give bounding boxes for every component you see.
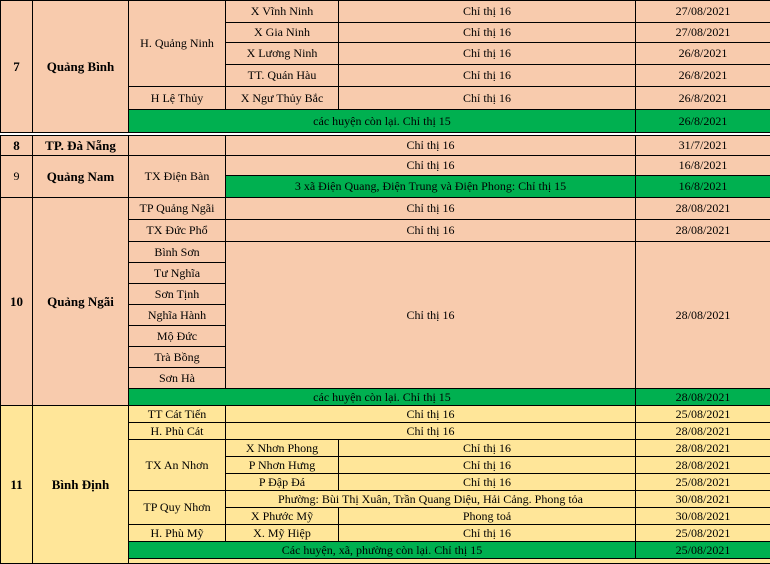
measure-cell: Chỉ thị 16 xyxy=(226,198,636,220)
date-cell: 25/08/2021 xyxy=(636,474,770,491)
measure-cell: Phường: Bùi Thị Xuân, Trần Quang Diệu, Hải Cảng. Phong tỏa xyxy=(226,491,636,508)
measure-cell: Chỉ thị 16 xyxy=(339,474,636,491)
stt-cell: 10 xyxy=(1,198,33,406)
unit-cell: X Gia Ninh xyxy=(226,23,339,43)
date-cell: 30/08/2021 xyxy=(636,508,770,525)
date-cell: 31/7/2021 xyxy=(636,136,770,156)
district-cell: TT Cát Tiến xyxy=(129,406,226,423)
date-cell: 25/08/2021 xyxy=(636,525,770,542)
date-cell: 25/08/2021 xyxy=(636,542,770,559)
measure-cell: Chỉ thị 16 xyxy=(226,156,636,176)
district-cell: H Lệ Thủy xyxy=(129,87,226,110)
district-cell: Trà Bồng xyxy=(129,347,226,368)
unit-cell: X Lương Ninh xyxy=(226,43,339,65)
unit-cell: P Nhơn Hưng xyxy=(226,457,339,474)
district-cell: Nghĩa Hành xyxy=(129,305,226,326)
date-cell: 16/8/2021 xyxy=(636,156,770,176)
district-cell: TX Điện Bàn xyxy=(129,156,226,198)
measure-cell: Chỉ thị 16 xyxy=(226,406,636,423)
measure-cell: Phong toả xyxy=(339,508,636,525)
province-cell: Quảng Nam xyxy=(33,156,129,198)
measure-cell: Chỉ thị 16 xyxy=(226,136,636,156)
table-row xyxy=(1,198,770,220)
unit-cell: X Phước Mỹ xyxy=(226,508,339,525)
date-cell: 28/08/2021 xyxy=(636,457,770,474)
unit-cell: TT. Quán Hàu xyxy=(226,65,339,87)
measure-cell: Chỉ thị 16 xyxy=(339,87,636,110)
date-cell: 28/08/2021 xyxy=(636,389,770,406)
district-cell: TP Quy Nhơn xyxy=(129,491,226,525)
date-cell: 25/08/2021 xyxy=(636,406,770,423)
measure-cell: Chỉ thị 16 xyxy=(226,242,636,389)
date-cell: 30/08/2021 xyxy=(636,491,770,508)
date-cell: 28/08/2021 xyxy=(636,242,770,389)
table-row xyxy=(1,136,770,156)
table-row xyxy=(1,1,770,23)
date-cell: 28/08/2021 xyxy=(636,440,770,457)
date-cell: 26/8/2021 xyxy=(636,110,770,133)
unit-cell: X. Mỹ Hiệp xyxy=(226,525,339,542)
unit-cell: P Đập Đá xyxy=(226,474,339,491)
district-cell xyxy=(129,136,226,156)
province-cell: Bình Định xyxy=(33,406,129,564)
measure-cell: Chỉ thị 16 xyxy=(339,457,636,474)
table-row xyxy=(1,406,770,423)
remaining-measure-cell: các huyện còn lại. Chỉ thị 15 xyxy=(129,389,636,406)
date-cell: 16/8/2021 xyxy=(636,176,770,198)
measure-cell: Chỉ thị 16 xyxy=(339,65,636,87)
district-cell: H. Phù Cát xyxy=(129,423,226,440)
date-cell: 26/8/2021 xyxy=(636,43,770,65)
province-cell: TP. Đà Nẵng xyxy=(33,136,129,156)
district-cell: TX Đức Phổ xyxy=(129,220,226,242)
district-cell: TP Quảng Ngãi xyxy=(129,198,226,220)
measure-cell: 3 xã Điện Quang, Điện Trung và Điện Phong: Chỉ thị 15 xyxy=(226,176,636,198)
date-cell: 27/08/2021 xyxy=(636,1,770,23)
unit-cell: X Vĩnh Ninh xyxy=(226,1,339,23)
measure-cell: Chỉ thị 16 xyxy=(339,440,636,457)
district-cell: Bình Sơn xyxy=(129,242,226,263)
district-cell: Sơn Tịnh xyxy=(129,284,226,305)
stt-cell: 7 xyxy=(1,1,33,133)
measure-cell: Chỉ thị 16 xyxy=(339,23,636,43)
measure-cell: Chỉ thị 16 xyxy=(339,1,636,23)
remaining-measure-cell: các huyện còn lại. Chỉ thị 15 xyxy=(129,110,636,133)
measure-cell: Chỉ thị 16 xyxy=(226,423,636,440)
province-cell: Quảng Bình xyxy=(33,1,129,133)
district-cell: Sơn Hà xyxy=(129,368,226,389)
date-cell: 26/8/2021 xyxy=(636,87,770,110)
district-cell: Tư Nghĩa xyxy=(129,263,226,284)
district-cell: TX An Nhơn xyxy=(129,440,226,491)
district-cell: H. Phù Mỹ xyxy=(129,525,226,542)
remaining-measure-cell: Các huyện, xã, phường còn lại. Chỉ thị 15 xyxy=(129,542,636,559)
stt-cell: 9 xyxy=(1,156,33,198)
unit-cell: X Ngư Thủy Bắc xyxy=(226,87,339,110)
stt-cell: 11 xyxy=(1,406,33,564)
date-cell: 27/08/2021 xyxy=(636,23,770,43)
measure-cell: Chỉ thị 16 xyxy=(339,43,636,65)
district-cell: H. Quảng Ninh xyxy=(129,1,226,87)
stt-cell: 8 xyxy=(1,136,33,156)
measure-cell: Chỉ thị 16 xyxy=(226,220,636,242)
measure-cell: Chỉ thị 16 xyxy=(339,525,636,542)
date-cell: 28/08/2021 xyxy=(636,198,770,220)
date-cell: 28/08/2021 xyxy=(636,423,770,440)
province-cell: Quảng Ngãi xyxy=(33,198,129,406)
table-row xyxy=(1,156,770,176)
unit-cell: X Nhơn Phong xyxy=(226,440,339,457)
district-cell: Mộ Đức xyxy=(129,326,226,347)
date-cell: 28/08/2021 xyxy=(636,220,770,242)
date-cell: 26/8/2021 xyxy=(636,65,770,87)
